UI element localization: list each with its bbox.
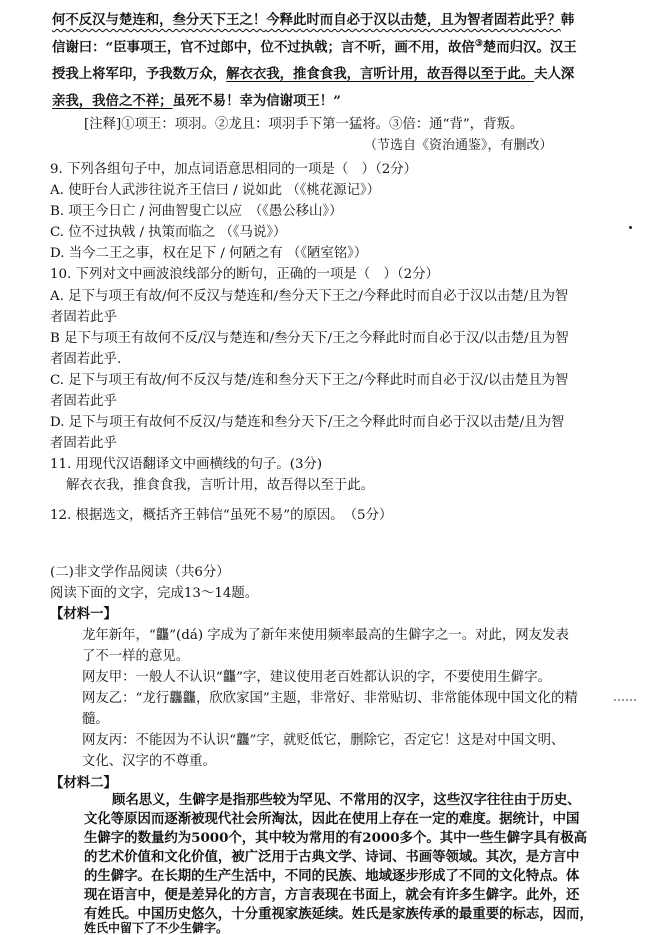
scan-speck [629, 226, 632, 229]
passage-source: （节选自《资治通鉴》，有删改） [364, 138, 553, 153]
passage-line-4 [52, 93, 341, 109]
section-2-heading: (二)非文学作品阅读（共6分） [50, 565, 230, 580]
material-2-line-1: 顾名思义，生僻字是指那些较为罕见、不常用的汉字，这些汉字往往由于历史、 [112, 792, 581, 808]
translation-target-sentence: 解衣衣我，推食食我，言听计用，故吾得以至于此。 [226, 66, 535, 82]
question-9-stem: 9. 下列各组句子中，加点词语意思相同的一项是（ ）（2分） [50, 162, 418, 177]
section-2-instruction: 阅读下面的文字，完成13～14题。 [50, 586, 259, 601]
question-10-option-c-cont[interactable]: 者固若此乎 [50, 394, 117, 409]
underlined-phrase: 亲我，我倍之不祥； [52, 93, 173, 109]
question-10-option-b-cont[interactable]: 者固若此乎. [50, 352, 122, 367]
passage-text: 韩 [560, 12, 575, 28]
passage-line-3 [52, 66, 574, 82]
material-1-paragraph-1-cont: 了不一样的意见。 [82, 649, 190, 664]
question-9-option-c[interactable]: C. 位不过执戟 / 执策而临之 （《马说》） [50, 225, 287, 240]
question-10-option-c[interactable]: C. 足下与项王有故/何不反汉与楚/连和叁分天下王之/今释此时而自必于汉/以击楚且为智 [50, 373, 569, 388]
material-1-title: 【材料一】 [50, 606, 117, 622]
question-10-option-a-cont[interactable]: 者固若此乎 [50, 310, 117, 325]
wavy-underlined-phrase: 今释此时而自必于汉以击楚，且为智者固若此乎？ [266, 12, 561, 28]
passage-text: 授我上将军印，予我数万众， [52, 66, 227, 82]
material-2-line-3: 生僻字的数量约为5000个，其中较为常用的有2000多个。其中一些生僻字具有极高 [84, 830, 588, 846]
passage-text: 楚而归汉。汉王 [482, 39, 577, 56]
passage-notes: [注释]①项王：项羽。②龙且：项羽手下第一猛将。③倍：通“背”，背叛。 [84, 117, 524, 132]
material-2-line-4: 的艺术价值和文化价值，被广泛用于古典文学、诗词、书画等领域。其次，是方言中 [84, 849, 580, 865]
question-9-option-b[interactable]: B. 项王今日亡 / 河曲智叟亡以应 （《愚公移山》） [50, 204, 343, 219]
question-10-option-d[interactable]: D. 足下与项王有故何不反汉/与楚连和叁分天下/王之今释此时而自必于汉以击楚/且为智 [50, 415, 565, 430]
material-2-line-6: 现在语言中，便是差异化的方言，方言表现在书面上，就会有许多生僻字。此外，还 [84, 887, 580, 903]
question-11-sentence: 解衣衣我，推食食我，言听计用，故吾得以至于此。 [66, 478, 374, 493]
question-9-option-a[interactable]: A. 使盱台人武涉往说齐王信曰 / 说如此 （《桃花源记》） [50, 183, 381, 198]
material-1-netizen-b: 网友乙：“龙行龘龘，欣欣家国”主题，非常好、非常贴切、非常能体现中国文化的精 [82, 691, 578, 706]
question-10-option-b[interactable]: B 足下与项王有故何不反/汉与楚连和/叁分天下/王之今释此时而自必于汉/以击楚/且为智 [50, 331, 569, 346]
material-2-line-8: 姓氏中留下了不少生僻字。 [84, 921, 229, 935]
question-10-option-d-cont[interactable]: 者固若此乎 [50, 436, 117, 451]
passage-text: 虽死不易！幸为信谢项王！” [172, 93, 341, 109]
material-2-line-5: 的生僻字。在长期的生产生活中，不同的民族、地域逐步形成了不同的文化特点。体 [84, 868, 580, 884]
question-9-option-d[interactable]: D. 当今二王之事，权在足下 / 何陋之有 （《陋室铭》） [50, 246, 368, 261]
material-1-netizen-b-cont: 髓。 [82, 712, 109, 727]
wavy-underlined-phrase: 何不反汉与楚连和，叁分天下王之！ [52, 12, 267, 28]
material-1-netizen-a: 网友甲：一般人不认识“龘”字，建议使用老百姓都认识的字，不要使用生僻字。 [82, 670, 551, 685]
passage-line-2 [52, 39, 577, 56]
question-10-option-a[interactable]: A. 足下与项王有故/何不反汉与楚连和/叁分天下王之/今释此时而自必于汉以击楚/且为智 [50, 289, 569, 304]
passage-line-1 [52, 12, 574, 28]
material-2-line-2: 文化等原因而逐渐被现代社会所淘汰，因此在使用上存在一定的难度。据统计，中国 [84, 811, 580, 827]
material-2-line-7: 有姓氏。中国历史悠久，十分重视家族延续。姓氏是家族传承的最重要的标志，因而， [84, 906, 593, 922]
material-1-netizen-c-cont: 文化、汉字的不尊重。 [82, 754, 216, 769]
material-2-title: 【材料二】 [50, 775, 117, 791]
material-1-netizen-c: 网友丙：不能因为不认识“龘”字，就贬低它，删除它，否定它！这是对中国文明、 [82, 733, 565, 748]
question-11-stem: 11. 用现代汉语翻译文中画横线的句子。(3分) [50, 457, 323, 472]
passage-text: 夫人深 [534, 66, 575, 82]
passage-text: 信谢曰：“臣事项王，官不过郎中，位不过执戟；言不听，画不用，故倍 [52, 39, 475, 56]
question-10-stem: 10. 下列对文中画波浪线部分的断句，正确的一项是（ ）（2分） [50, 267, 439, 282]
footnote-marker: ③ [474, 39, 483, 49]
question-12-stem: 12. 根据选文，概括齐王韩信“虽死不易”的原因。 （5分） [50, 508, 393, 523]
material-1-paragraph-1: 龙年新年，“龘”(dá) 字成为了新年来使用频率最高的生僻字之一。对此，网友发表 [82, 628, 569, 643]
scan-smudge [614, 699, 638, 701]
